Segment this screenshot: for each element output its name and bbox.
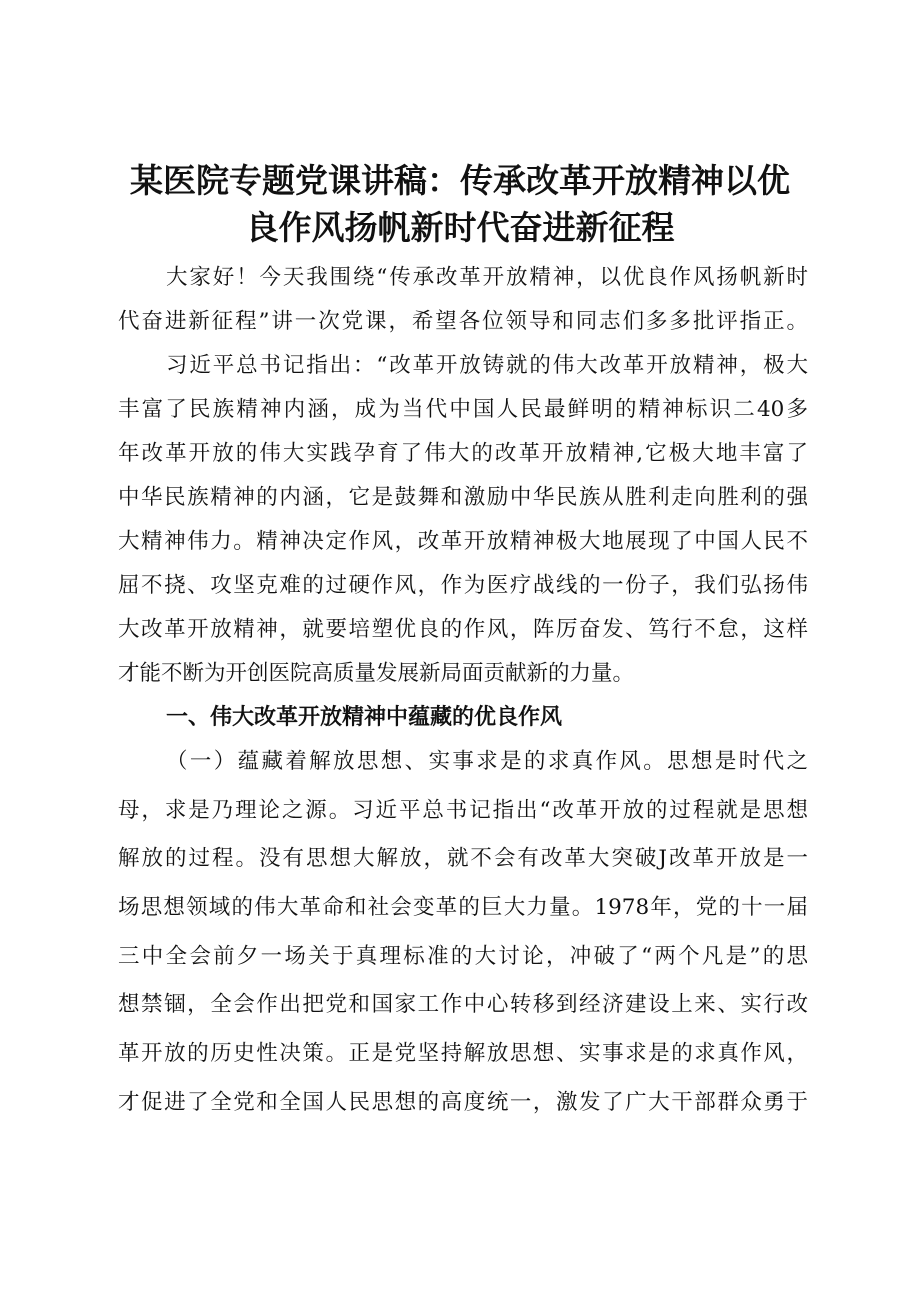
- paragraph-line: 年改革开放的伟大实践孕育了伟大的改革开放精神,它极大地丰富了: [118, 441, 808, 466]
- paragraph-line: 场思想领域的伟大革命和社会变革的巨大力量。1978年，党的十一届: [118, 895, 808, 920]
- paragraph-line: 中华民族精神的内涵，它是鼓舞和激励中华民族从胜利走向胜利的强: [118, 485, 808, 510]
- paragraph-line: 三中全会前夕一场关于真理标准的大讨论，冲破了“两个凡是”的思: [118, 944, 808, 969]
- paragraph-line: 革开放的历史性决策。正是党坚持解放思想、实事求是的求真作风，: [118, 1041, 808, 1066]
- paragraph-line: 习近平总书记指出：“改革开放铸就的伟大改革开放精神，极大: [166, 353, 808, 378]
- paragraph-line: 大精神伟力。精神决定作风，改革开放精神极大地展现了中国人民不: [118, 529, 808, 554]
- paragraph-line: 丰富了民族精神内涵，成为当代中国人民最鲜明的精神标识二40多: [118, 397, 808, 422]
- paragraph-line: 才促进了全党和全国人民思想的高度统一，激发了广大干部群众勇于: [118, 1090, 808, 1115]
- paragraph-line: 大改革开放精神，就要培塑优良的作风，阵厉奋发、笃行不怠，这样: [118, 617, 808, 642]
- paragraph-line: 大家好！今天我围绕“传承改革开放精神，以优良作风扬帆新时: [166, 265, 808, 290]
- paragraph-line: 屈不挠、攻坚克难的过硬作风，作为医疗战线的一份子，我们弘扬伟: [118, 573, 808, 598]
- document-title-line-2: 良作风扬帆新时代奋进新征程: [245, 208, 675, 247]
- document-title-line-1: 某医院专题党课讲稿：传承改革开放精神以优: [130, 161, 790, 200]
- paragraph-line: 母，求是乃理论之源。习近平总书记指出“改革开放的过程就是思想: [118, 798, 808, 823]
- paragraph-line: 想禁锢，全会作出把党和国家工作中心转移到经济建设上来、实行改: [118, 992, 808, 1017]
- paragraph-line: 才能不断为开创医院高质量发展新局面贡献新的力量。: [118, 661, 635, 686]
- paragraph-line: 解放的过程。没有思想大解放，就不会有改革大突破J改革开放是一: [118, 846, 808, 871]
- paragraph-line: 代奋进新征程”讲一次党课，希望各位领导和同志们多多批评指正。: [118, 309, 808, 334]
- section-heading: 一、伟大改革开放精神中蕴藏的优良作风: [166, 705, 563, 730]
- paragraph-line: （一）蕴藏着解放思想、实事求是的求真作风。思想是时代之: [166, 749, 808, 774]
